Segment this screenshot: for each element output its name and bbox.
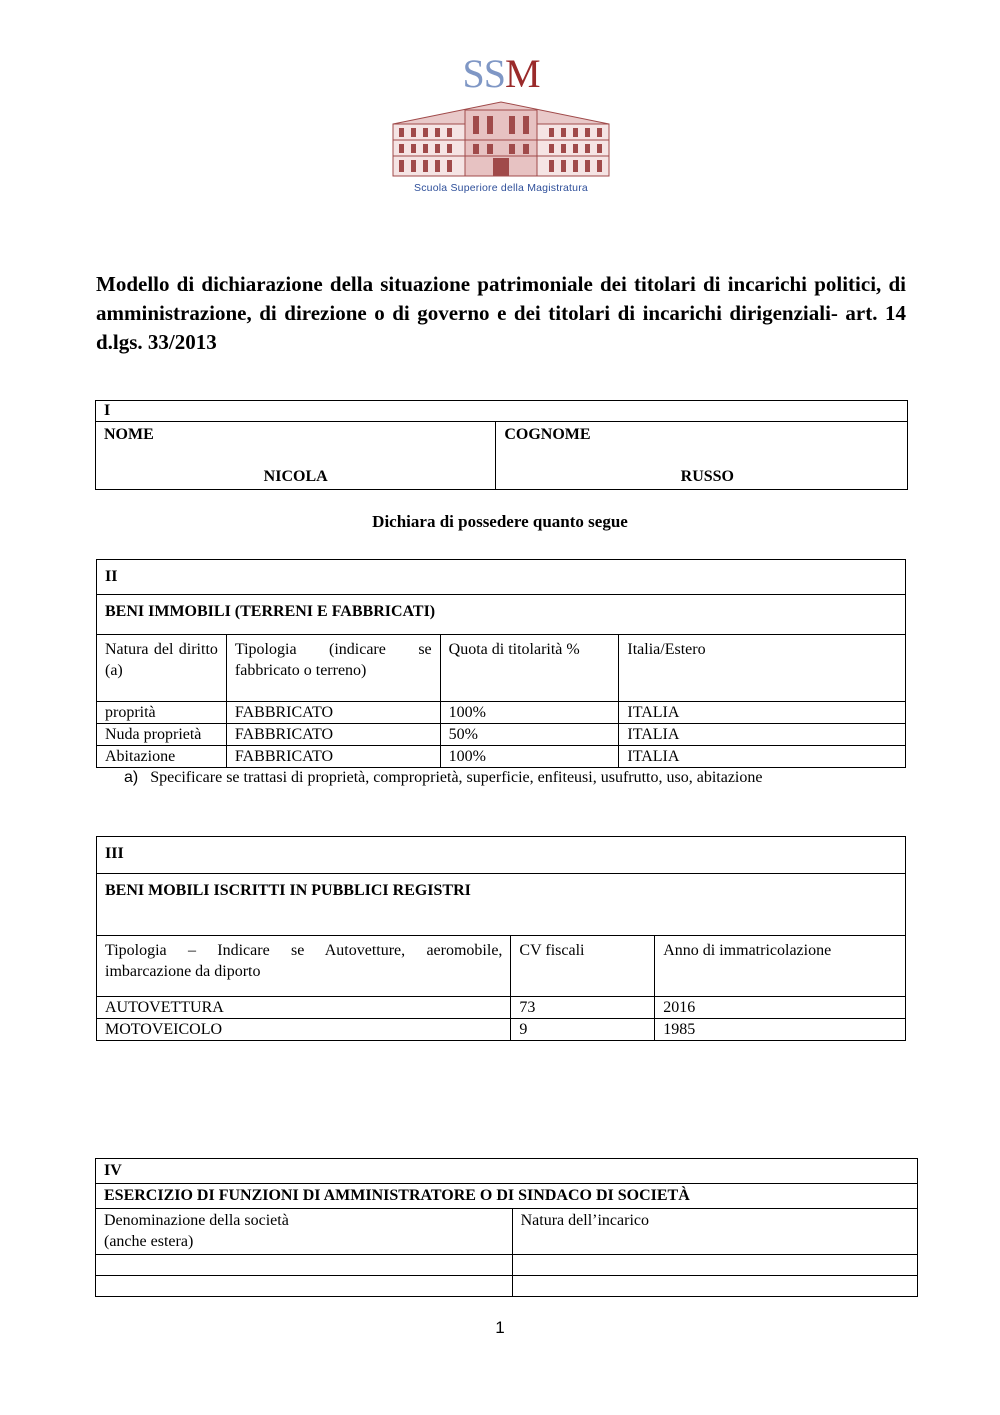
- section-heading: ESERCIZIO DI FUNZIONI DI AMMINISTRATORE O DI SINDACO DI SOCIETÀ: [96, 1184, 918, 1209]
- column-header: CV fiscali: [511, 936, 655, 997]
- footnote: [124, 769, 762, 787]
- table-row: [97, 746, 906, 768]
- column-header: Natura del diritto (a): [97, 635, 227, 702]
- cognome-cell: [496, 422, 908, 490]
- cognome-value: RUSSO: [680, 468, 734, 485]
- table-cell: 100%: [440, 746, 619, 768]
- column-header: Anno di immatricolazione: [655, 936, 906, 997]
- logo-subtitle: Scuola Superiore della Magistratura: [414, 182, 588, 194]
- column-header: Tipologia (indicare se fabbricato o terreno): [226, 635, 440, 702]
- footnote-marker: a): [124, 769, 139, 786]
- column-header: Natura dell’incarico: [512, 1209, 917, 1255]
- table-row: [96, 1276, 918, 1297]
- column-header: Italia/Estero: [619, 635, 906, 702]
- footnote-text: Specificare se trattasi di proprietà, comproprietà, superficie, enfiteusi, usufrutto, uso, abitazione: [150, 769, 763, 786]
- table-cell: 9: [511, 1019, 655, 1041]
- table-cell: [512, 1255, 917, 1276]
- table-row: [97, 724, 906, 746]
- table-cell: 1985: [655, 1019, 906, 1041]
- column-header: Tipologia – Indicare se Autovetture, aeromobile, imbarcazione da diporto: [97, 936, 511, 997]
- table-cell: AUTOVETTURA: [97, 997, 511, 1019]
- table-row: [97, 1019, 906, 1041]
- table-cell: FABBRICATO: [226, 702, 440, 724]
- nome-cell: [96, 422, 496, 490]
- table-cell: ITALIA: [619, 746, 906, 768]
- table-cell: ITALIA: [619, 702, 906, 724]
- table-cell: [512, 1276, 917, 1297]
- table-cell: [96, 1255, 513, 1276]
- section-number: II: [97, 560, 906, 595]
- table-row: [97, 702, 906, 724]
- table-cell: 50%: [440, 724, 619, 746]
- cognome-label: COGNOME: [504, 426, 591, 443]
- table-row: [96, 1255, 918, 1276]
- section-i-table: [95, 400, 908, 490]
- section-heading: BENI MOBILI ISCRITTI IN PUBBLICI REGISTRI: [97, 874, 906, 936]
- nome-value: NICOLA: [263, 468, 328, 485]
- table-cell: [96, 1276, 513, 1297]
- table-cell: ITALIA: [619, 724, 906, 746]
- table-header-row: [97, 635, 906, 702]
- ssm-logo: [385, 52, 617, 202]
- table-cell: MOTOVEICOLO: [97, 1019, 511, 1041]
- column-header: Denominazione della società (anche estera): [96, 1209, 513, 1255]
- page-number: 1: [495, 1318, 505, 1337]
- building-illustration: [385, 52, 617, 182]
- table-cell: Nuda proprietà: [97, 724, 227, 746]
- section-iii-table: [96, 836, 906, 1041]
- table-header-row: [97, 936, 906, 997]
- section-iv-table: [95, 1158, 918, 1297]
- table-cell: FABBRICATO: [226, 724, 440, 746]
- declaration-text: Dichiara di possedere quanto segue: [372, 512, 628, 531]
- section-number: IV: [96, 1159, 918, 1184]
- table-header-row: [96, 1209, 918, 1255]
- logo-acronym: SSM: [462, 51, 540, 96]
- section-ii-table: [96, 559, 906, 768]
- table-cell: Abitazione: [97, 746, 227, 768]
- table-row: [97, 997, 906, 1019]
- section-number: I: [96, 401, 908, 422]
- table-cell: 2016: [655, 997, 906, 1019]
- table-cell: FABBRICATO: [226, 746, 440, 768]
- table-cell: 73: [511, 997, 655, 1019]
- document-title: Modello di dichiarazione della situazione patrimoniale dei titolari di incarichi politici, di amministrazione, di direzione o di governo e dei titolari di incarichi dirigenziali- art. 14 d.lgs. 33/2013: [96, 272, 906, 354]
- nome-label: NOME: [104, 426, 154, 443]
- table-cell: 100%: [440, 702, 619, 724]
- section-heading: BENI IMMOBILI (TERRENI E FABBRICATI): [97, 595, 906, 635]
- column-header: Quota di titolarità %: [440, 635, 619, 702]
- section-number: III: [97, 837, 906, 874]
- table-cell: proprità: [97, 702, 227, 724]
